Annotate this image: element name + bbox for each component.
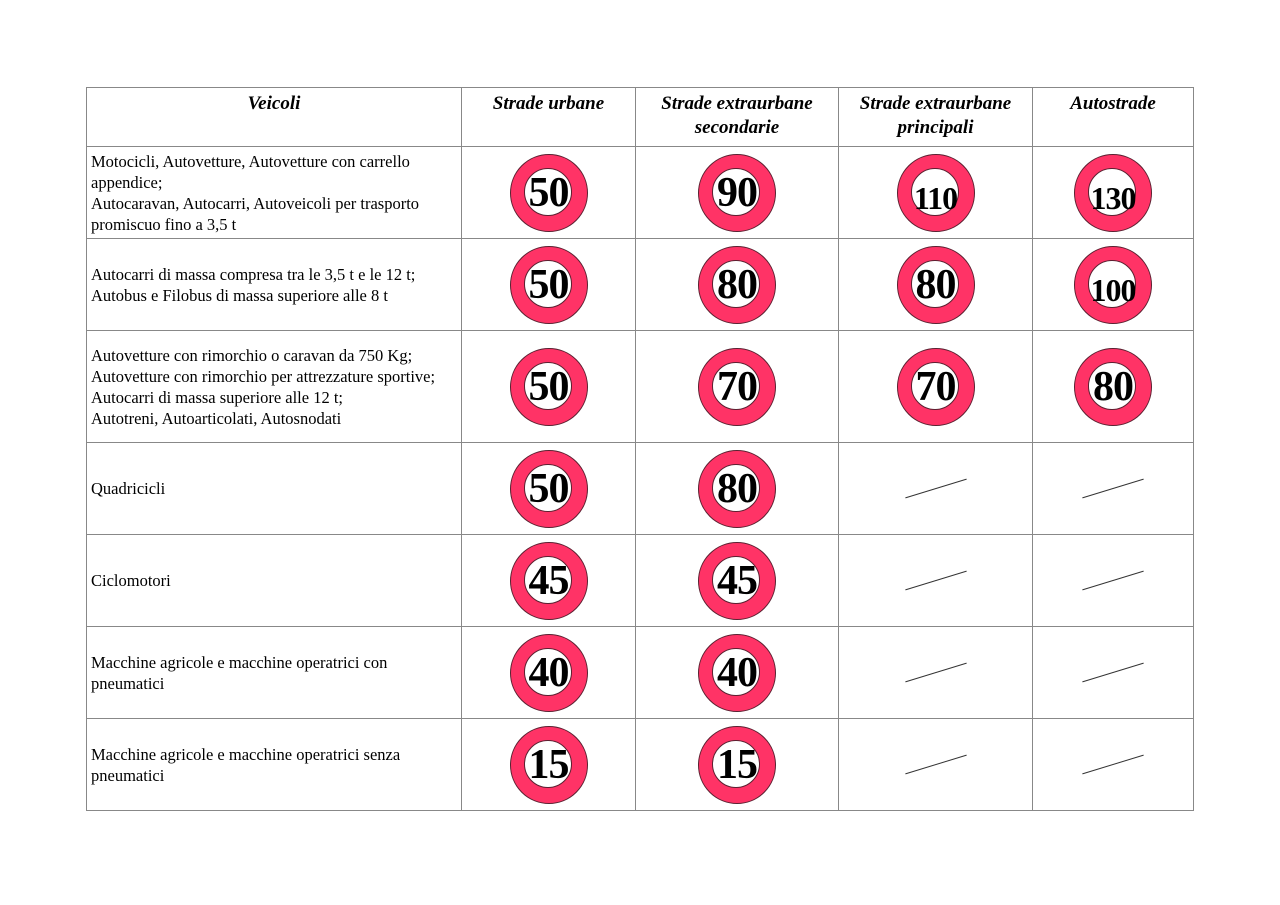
vehicle-cell	[87, 239, 462, 331]
header-row	[87, 88, 1194, 147]
speed-limit-cell	[1033, 239, 1194, 331]
speed-limit-value: 80	[915, 261, 956, 308]
speed-limit-cell	[462, 627, 636, 719]
vehicle-cell	[87, 147, 462, 239]
speed-limit-cell	[636, 535, 839, 627]
speed-limit-value: 70	[915, 363, 956, 410]
speed-limit-cell	[636, 331, 839, 443]
speed-limit-sign-icon	[510, 246, 588, 324]
vehicle-line: Ciclomotori	[91, 571, 171, 590]
header-urban-roads: Strade urbane	[462, 88, 636, 147]
speed-limit-value: 45	[528, 557, 569, 604]
speed-limit-value: 80	[717, 261, 757, 308]
speed-limit-cell	[462, 535, 636, 627]
vehicle-cell	[87, 627, 462, 719]
not-applicable-dash	[905, 663, 966, 683]
speed-limit-value: 80	[1093, 363, 1133, 410]
vehicle-line: Autocarri di massa superiore alle 12 t;	[91, 387, 344, 407]
speed-limit-cell	[1033, 719, 1194, 811]
speed-limit-value: 50	[528, 261, 569, 308]
header-main-roads: Strade extraurbane principali	[839, 88, 1033, 147]
speed-limit-cell	[636, 719, 839, 811]
vehicle-line: Motocicli, Autovetture, Autovetture con carrello appendice;	[91, 151, 410, 192]
speed-limit-sign-icon	[698, 450, 776, 528]
speed-limit-value: 40	[717, 649, 757, 696]
speed-limit-cell	[636, 147, 839, 239]
speed-limit-value: 50	[528, 363, 569, 410]
speed-limit-cell	[636, 627, 839, 719]
speed-limit-value: 15	[528, 741, 569, 788]
speed-limit-cell	[462, 443, 636, 535]
header-secondary-roads: Strade extraurbane secondarie	[636, 88, 839, 147]
vehicle-line: Autotreni, Autoarticolati, Autosnodati	[91, 408, 342, 428]
speed-limit-value: 90	[717, 169, 757, 216]
speed-limit-cell	[462, 719, 636, 811]
speed-limit-value: 50	[528, 465, 569, 512]
speed-limits-table	[86, 87, 1194, 811]
speed-limit-cell	[839, 535, 1033, 627]
speed-limit-value: 15	[717, 741, 757, 788]
speed-limit-sign-icon	[1074, 154, 1152, 232]
table-row	[87, 719, 1194, 811]
speed-limit-cell	[462, 239, 636, 331]
vehicle-cell	[87, 443, 462, 535]
speed-limit-cell	[636, 239, 839, 331]
vehicle-line: Quadricicli	[91, 479, 166, 498]
speed-limit-sign-icon	[698, 634, 776, 712]
table-row	[87, 443, 1194, 535]
not-applicable-dash	[905, 479, 966, 499]
speed-limit-sign-icon	[510, 726, 588, 804]
vehicle-line: Autocaravan, Autocarri, Autoveicoli per trasporto promiscuo fino a 3,5 t	[91, 193, 420, 234]
speed-limit-sign-icon	[510, 348, 588, 426]
speed-limit-value: 70	[717, 363, 757, 410]
vehicle-line: Autovetture con rimorchio per attrezzature sportive;	[91, 366, 436, 386]
speed-limit-cell	[839, 147, 1033, 239]
not-applicable-dash	[1082, 755, 1143, 775]
speed-limit-cell	[1033, 443, 1194, 535]
vehicle-cell	[87, 719, 462, 811]
speed-limit-cell	[839, 627, 1033, 719]
speed-limit-sign-icon	[897, 154, 975, 232]
speed-limit-cell	[1033, 627, 1194, 719]
speed-limit-sign-icon	[698, 542, 776, 620]
speed-limit-value: 45	[717, 557, 757, 604]
speed-limit-sign-icon	[698, 348, 776, 426]
speed-limit-value: 110	[913, 179, 958, 216]
speed-limit-value: 80	[717, 465, 757, 512]
speed-limit-sign-icon	[1074, 348, 1152, 426]
table-row	[87, 239, 1194, 331]
speed-limit-value: 100	[1090, 271, 1136, 308]
speed-limit-cell	[1033, 535, 1194, 627]
speed-limit-cell	[636, 443, 839, 535]
speed-limit-value: 50	[528, 169, 569, 216]
speed-limit-sign-icon	[1074, 246, 1152, 324]
vehicle-line: Macchine agricole e macchine operatrici senza pneumatici	[91, 744, 401, 785]
table-row	[87, 535, 1194, 627]
vehicle-line: Autobus e Filobus di massa superiore alle 8 t	[91, 285, 388, 305]
not-applicable-dash	[1082, 479, 1143, 499]
speed-limit-cell	[839, 331, 1033, 443]
speed-limit-value: 130	[1090, 179, 1136, 216]
speed-limit-cell	[462, 147, 636, 239]
vehicle-cell	[87, 331, 462, 443]
speed-limit-cell	[839, 443, 1033, 535]
speed-limit-value: 40	[528, 649, 569, 696]
speed-limit-sign-icon	[510, 542, 588, 620]
speed-limit-cell	[839, 719, 1033, 811]
vehicle-cell	[87, 535, 462, 627]
speed-limit-cell	[839, 239, 1033, 331]
not-applicable-dash	[1082, 571, 1143, 591]
not-applicable-dash	[905, 571, 966, 591]
not-applicable-dash	[1082, 663, 1143, 683]
speed-limit-sign-icon	[698, 246, 776, 324]
speed-limit-sign-icon	[698, 154, 776, 232]
speed-limit-cell	[1033, 147, 1194, 239]
speed-limit-cell	[1033, 331, 1194, 443]
vehicle-line: Macchine agricole e macchine operatrici con pneumatici	[91, 652, 388, 693]
speed-limit-sign-icon	[510, 450, 588, 528]
table-row	[87, 627, 1194, 719]
table-row	[87, 147, 1194, 239]
speed-limit-sign-icon	[698, 726, 776, 804]
vehicle-line: Autovetture con rimorchio o caravan da 750 Kg;	[91, 345, 413, 365]
speed-limit-sign-icon	[897, 246, 975, 324]
header-vehicles: Veicoli	[87, 88, 462, 147]
speed-limit-sign-icon	[510, 154, 588, 232]
header-motorways: Autostrade	[1033, 88, 1194, 147]
speed-limit-sign-icon	[510, 634, 588, 712]
table-row	[87, 331, 1194, 443]
vehicle-line: Autocarri di massa compresa tra le 3,5 t e le 12 t;	[91, 264, 416, 284]
speed-limit-sign-icon	[897, 348, 975, 426]
not-applicable-dash	[905, 755, 966, 775]
speed-limit-cell	[462, 331, 636, 443]
